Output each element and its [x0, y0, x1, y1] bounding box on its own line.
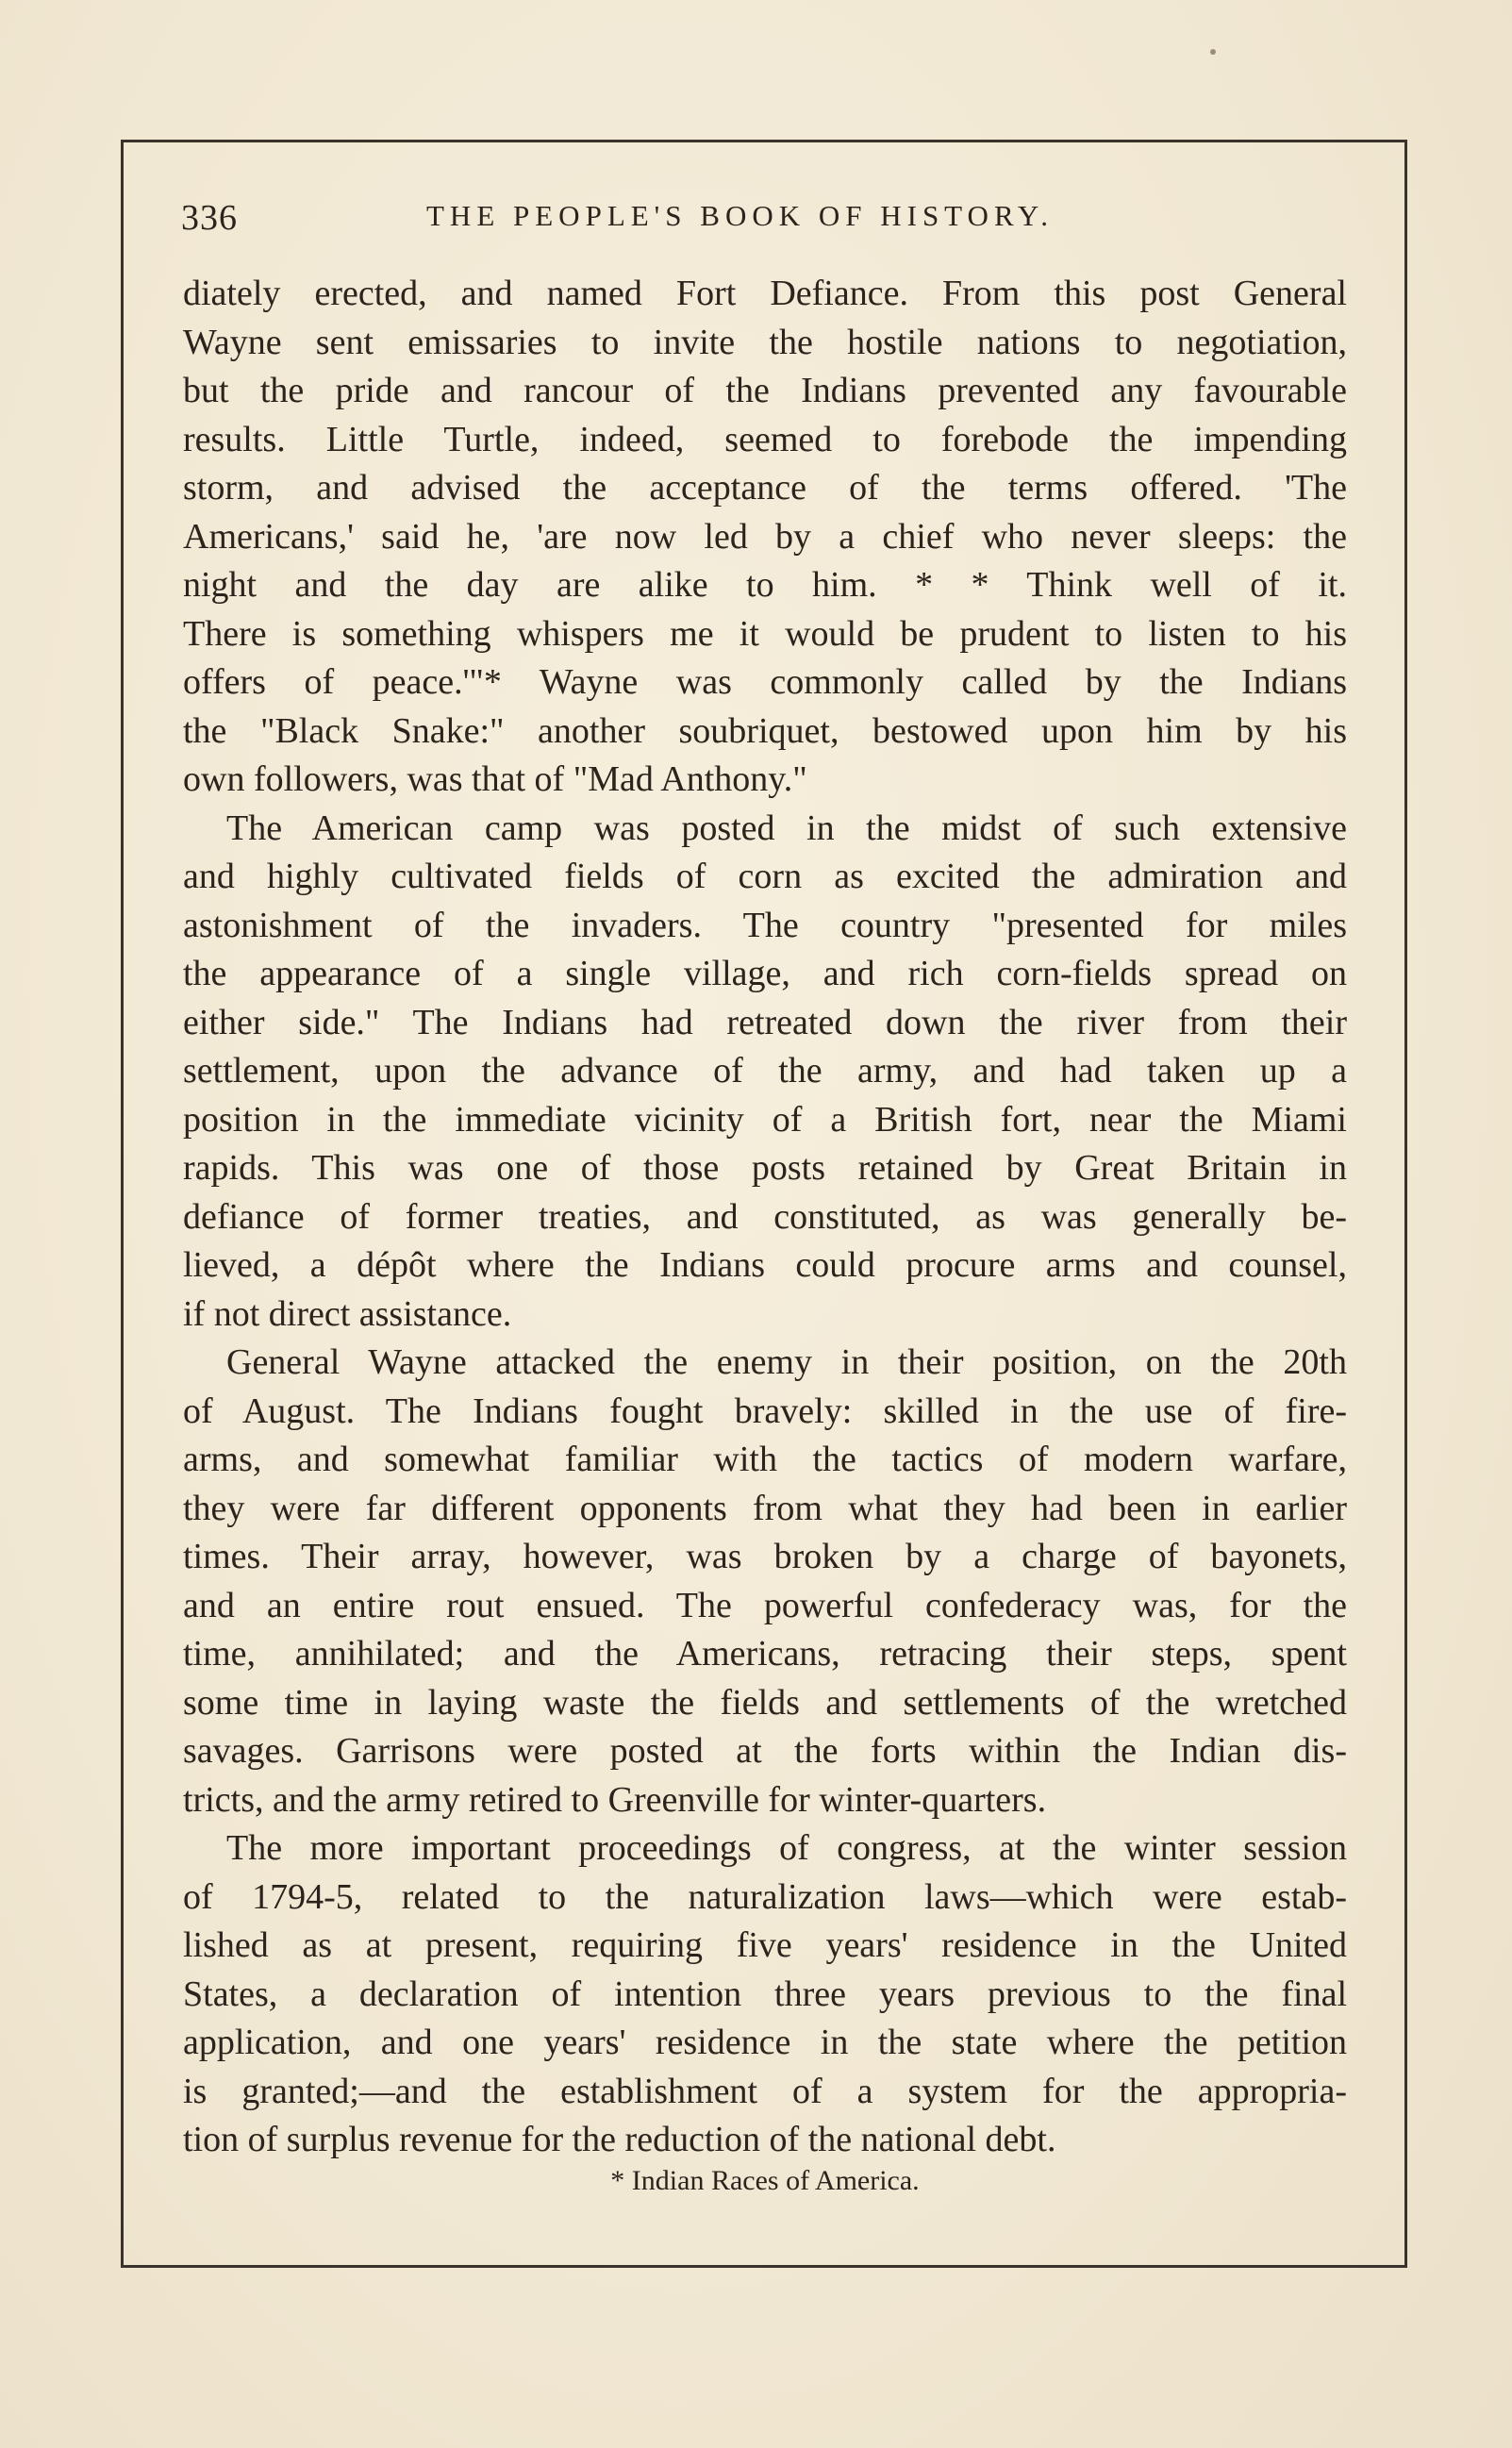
text-line: There is something whispers me it would be prudent to listen to his	[183, 613, 1347, 654]
text-line: the "Black Snake:" another soubriquet, bestowed upon him by his	[183, 710, 1347, 751]
running-head	[181, 193, 1351, 241]
text-line: night and the day are alike to him. * * Think well of it.	[183, 565, 1347, 605]
text-line: if not direct assistance.	[183, 1293, 512, 1334]
text-line: lished as at present, requiring five years' residence in the United	[183, 1925, 1347, 1965]
text-line: savages. Garrisons were posted at the forts within the Indian dis-	[183, 1731, 1347, 1771]
text-line: the appearance of a single village, and rich corn-fields spread on	[183, 954, 1347, 993]
text-line: rapids. This was one of those posts retained by Great Britain in	[183, 1148, 1347, 1188]
body-text	[183, 270, 1347, 2165]
paper-speck	[1210, 49, 1216, 55]
text-line: diately erected, and named Fort Defiance. From this post General	[183, 274, 1347, 313]
text-line: times. Their array, however, was broken by a charge of bayonets,	[183, 1537, 1347, 1576]
text-line: of August. The Indians fought bravely: skilled in the use of fire-	[183, 1391, 1347, 1431]
text-line: tricts, and the army retired to Greenville for winter-quarters.	[183, 1779, 1047, 1820]
text-line: and highly cultivated fields of corn as excited the admiration and	[183, 857, 1347, 896]
text-line: astonishment of the invaders. The country "presented for miles	[183, 905, 1347, 945]
text-line: application, and one years' residence in the state where the petition	[183, 2023, 1347, 2062]
text-line: some time in laying waste the fields and settlements of the wretched	[183, 1682, 1347, 1723]
text-line: is granted;—and the establishment of a system for the appropria-	[183, 2071, 1347, 2111]
footnote: * Indian Races of America.	[610, 2165, 920, 2196]
text-line: and an entire rout ensued. The powerful confederacy was, for the	[183, 1585, 1347, 1625]
text-line: offers of peace.'"* Wayne was commonly called by the Indians	[183, 662, 1347, 702]
text-line: Wayne sent emissaries to invite the hostile nations to negotiation,	[183, 322, 1347, 362]
page-number: 336	[181, 198, 238, 238]
text-line: they were far different opponents from what they had been in earlier	[183, 1488, 1347, 1528]
text-line: lieved, a dépôt where the Indians could procure arms and counsel,	[183, 1245, 1347, 1285]
text-line: States, a declaration of intention three years previous to the final	[183, 1973, 1347, 2014]
text-line: either side." The Indians had retreated down the river from their	[183, 1002, 1347, 1042]
running-title: THE PEOPLE'S BOOK OF HISTORY.	[426, 199, 1055, 232]
text-line: defiance of former treaties, and constituted, as was generally be-	[183, 1196, 1347, 1237]
text-line: arms, and somewhat familiar with the tactics of modern warfare,	[183, 1440, 1347, 1479]
text-line: storm, and advised the acceptance of the terms offered. 'The	[183, 468, 1347, 508]
text-line: but the pride and rancour of the Indians prevented any favourable	[183, 371, 1347, 410]
text-line: of 1794-5, related to the naturalization laws—which were estab-	[183, 1876, 1347, 1917]
text-line: Americans,' said he, 'are now led by a chief who never sleeps: the	[183, 516, 1347, 557]
text-line: own followers, was that of "Mad Anthony."	[183, 759, 807, 799]
text-line: settlement, upon the advance of the army, and had taken up a	[183, 1051, 1347, 1091]
text-line: results. Little Turtle, indeed, seemed to forebode the impending	[183, 419, 1347, 459]
paragraph-first-line: General Wayne attacked the enemy in their position, on the 20th	[226, 1342, 1347, 1382]
text-line: time, annihilated; and the Americans, retracing their steps, spent	[183, 1634, 1347, 1674]
paragraph-first-line: The more important proceedings of congress, at the winter session	[226, 1828, 1347, 1868]
text-line: position in the immediate vicinity of a British fort, near the Miami	[183, 1099, 1347, 1140]
paragraph-first-line: The American camp was posted in the midst of such extensive	[226, 808, 1347, 848]
text-line: tion of surplus revenue for the reduction of the national debt.	[183, 2120, 1056, 2159]
